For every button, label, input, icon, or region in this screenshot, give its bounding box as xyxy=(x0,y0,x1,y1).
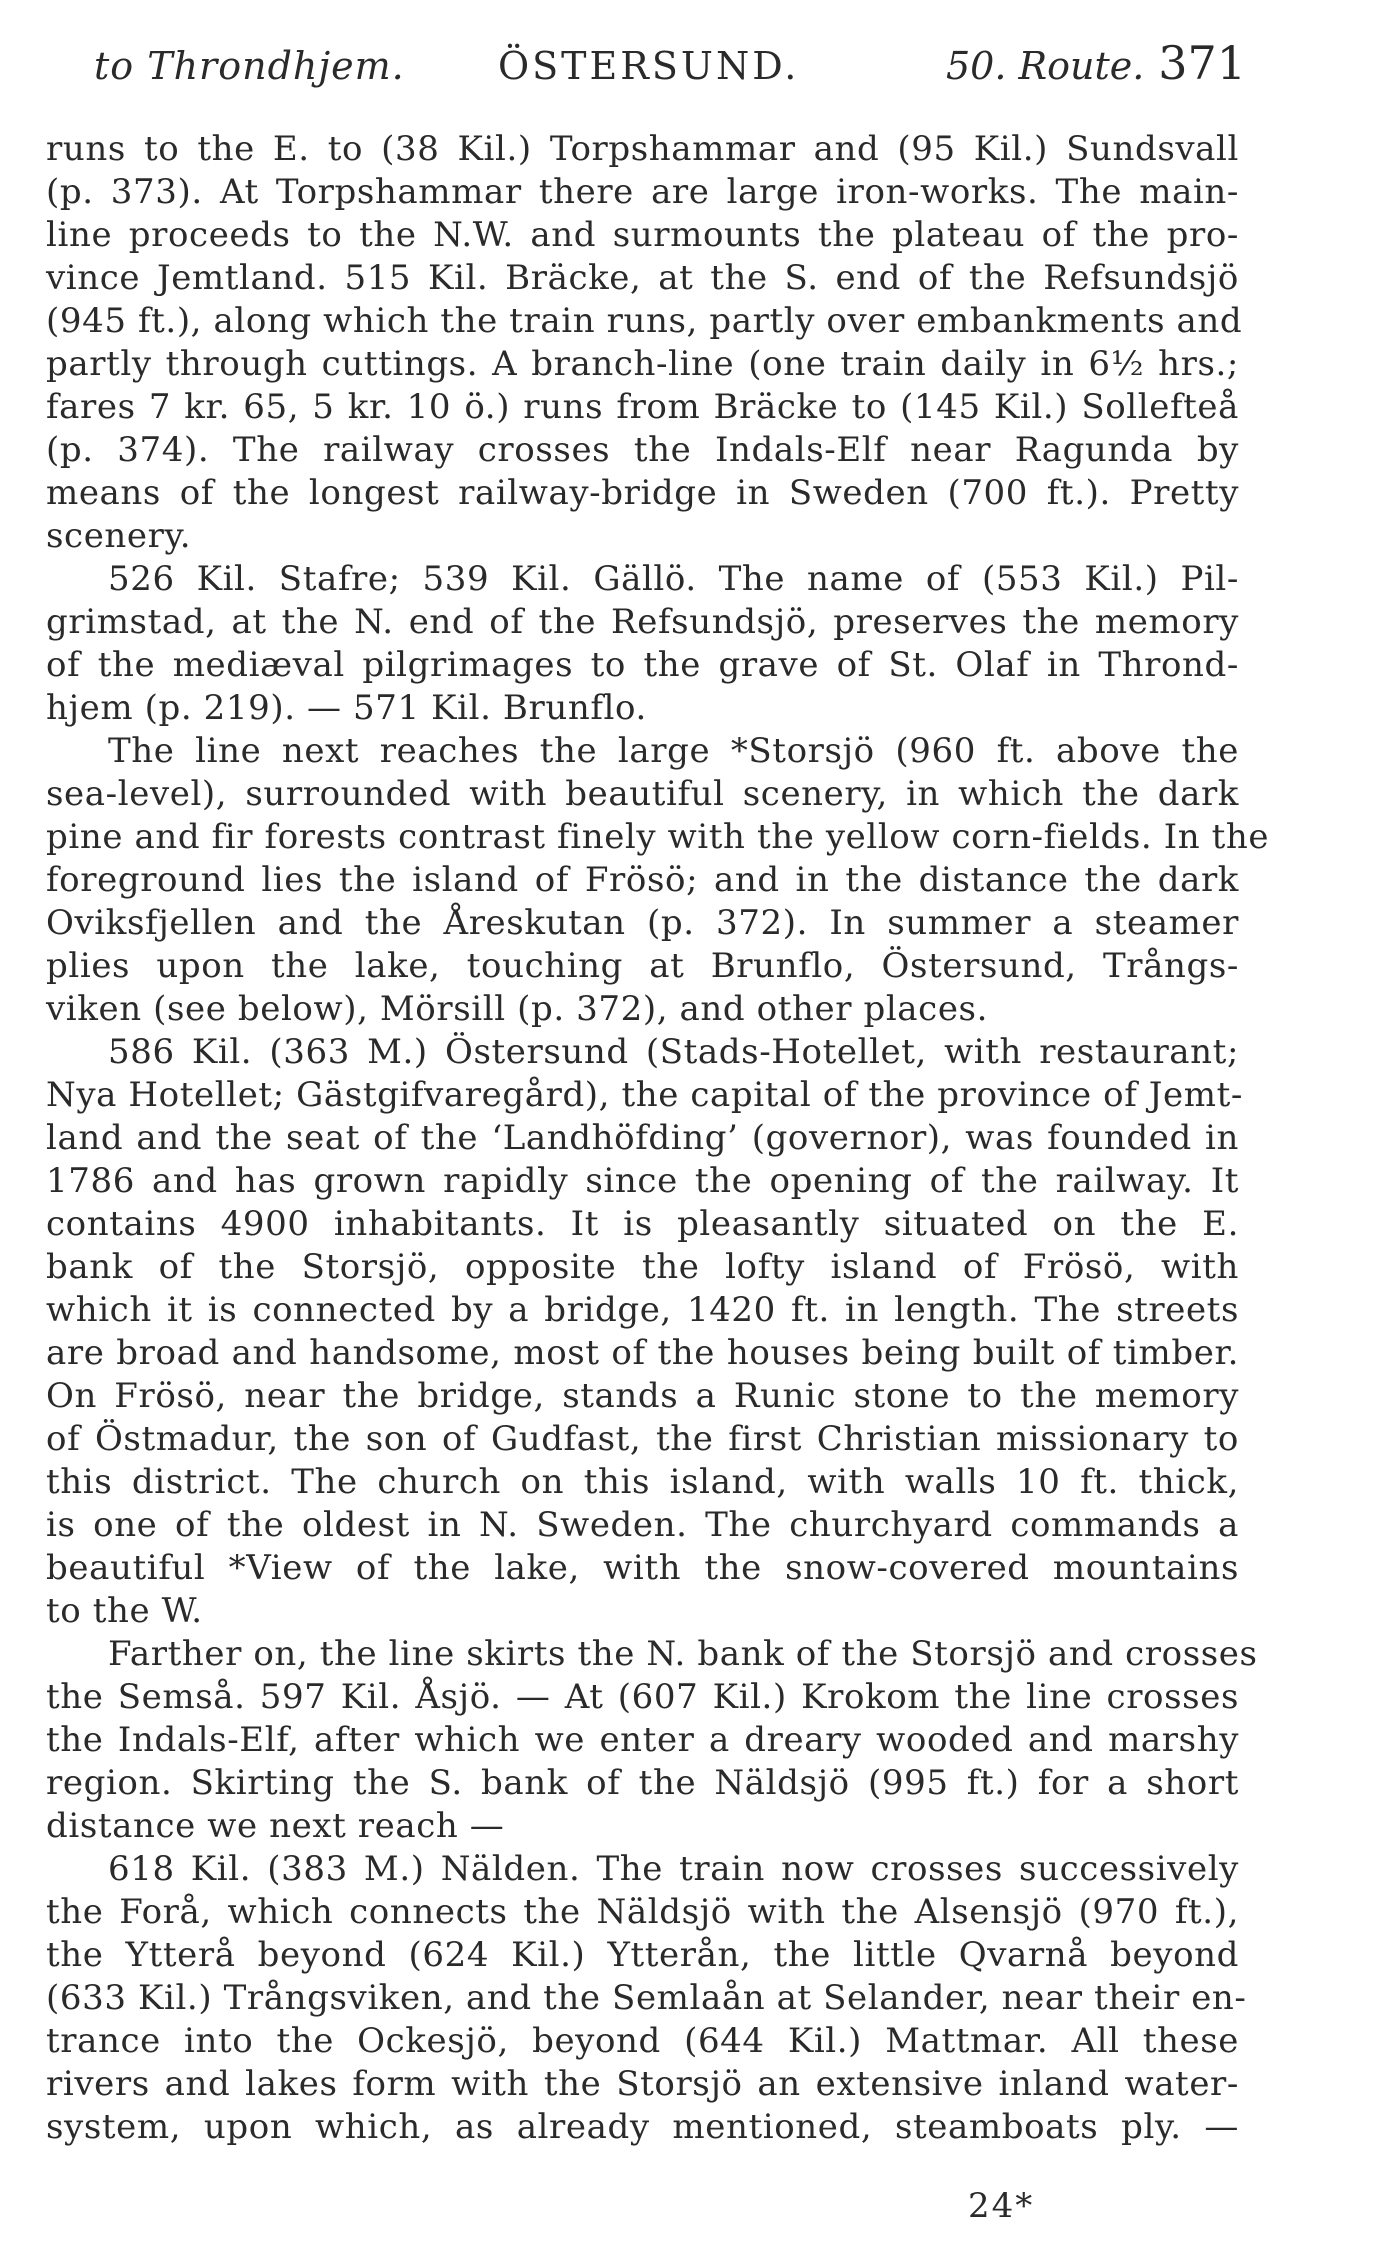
text-line: bank of the Storsjö, opposite the lofty island of Frösö, with xyxy=(46,1247,1239,1287)
text-line: which it is connected by a bridge, 1420 ft. in length. The streets xyxy=(46,1290,1239,1330)
page-number: 371 xyxy=(1158,36,1246,90)
body-text xyxy=(46,128,1270,2149)
text-line: partly through cuttings. A branch-line (one train daily in 6½ hrs.; xyxy=(46,344,1239,384)
text-line: Farther on, the line skirts the N. bank of the Storsjö and crosses xyxy=(108,1634,1258,1674)
text-line: hjem (p. 219). — 571 Kil. Brunflo. xyxy=(46,688,647,728)
paragraph-2 xyxy=(46,558,1239,730)
text-line: means of the longest railway-bridge in Sweden (700 ft.). Pretty xyxy=(46,473,1239,513)
text-line: system, upon which, as already mentioned, steamboats ply. — xyxy=(46,2107,1239,2147)
text-line: land and the seat of the ‘Landhöfding’ (governor), was founded in xyxy=(46,1118,1239,1158)
text-line: Oviksfjellen and the Åreskutan (p. 372). In summer a steamer xyxy=(46,903,1239,943)
paragraph-5 xyxy=(46,1633,1258,1848)
header-center-title: ÖSTERSUND. xyxy=(498,44,800,88)
text-line: On Frösö, near the bridge, stands a Runic stone to the memory xyxy=(46,1376,1239,1416)
text-line: is one of the oldest in N. Sweden. The churchyard commands a xyxy=(46,1505,1239,1545)
text-line: (633 Kil.) Trångsviken, and the Semlaån at Selander, near their en- xyxy=(46,1978,1247,2018)
paragraph-4 xyxy=(46,1031,1243,1633)
paragraph-6 xyxy=(46,1848,1247,2149)
paragraph-3 xyxy=(46,730,1270,1031)
running-header xyxy=(46,36,1246,104)
text-line: 586 Kil. (363 M.) Östersund (Stads-Hotellet, with restaurant; xyxy=(108,1032,1239,1072)
text-line: (945 ft.), along which the train runs, partly over embankments and xyxy=(46,301,1243,341)
text-line: vince Jemtland. 515 Kil. Bräcke, at the S. end of the Refsundsjö xyxy=(46,258,1239,298)
text-line: of Östmadur, the son of Gudfast, the first Christian missionary to xyxy=(46,1419,1239,1459)
text-line: contains 4900 inhabitants. It is pleasantly situated on the E. xyxy=(46,1204,1239,1244)
text-line: 526 Kil. Stafre; 539 Kil. Gällö. The name of (553 Kil.) Pil- xyxy=(108,559,1239,599)
text-line: distance we next reach — xyxy=(46,1806,505,1846)
text-line: scenery. xyxy=(46,516,192,556)
text-line: the Ytterå beyond (624 Kil.) Ytterån, the little Qvarnå beyond xyxy=(46,1935,1239,1975)
text-line: beautiful *View of the lake, with the snow-covered mountains xyxy=(46,1548,1239,1588)
text-line: grimstad, at the N. end of the Refsundsjö, preserves the memory xyxy=(46,602,1239,642)
text-line: 618 Kil. (383 M.) Nälden. The train now crosses successively xyxy=(108,1849,1239,1889)
text-line: this district. The church on this island, with walls 10 ft. thick, xyxy=(46,1462,1239,1502)
text-line: (p. 374). The railway crosses the Indals-Elf near Ragunda by xyxy=(46,430,1239,470)
text-line: the Forå, which connects the Näldsjö with the Alsensjö (970 ft.), xyxy=(46,1892,1239,1932)
header-left-title: to Throndhjem. xyxy=(94,44,405,88)
text-line: the Semså. 597 Kil. Åsjö. — At (607 Kil.) Krokom the line crosses xyxy=(46,1677,1239,1717)
header-route: 50. Route. xyxy=(946,44,1145,88)
text-line: of the mediæval pilgrimages to the grave of St. Olaf in Thrond- xyxy=(46,645,1239,685)
text-line: line proceeds to the N.W. and surmounts the plateau of the pro- xyxy=(46,215,1239,255)
text-line: the Indals-Elf, after which we enter a dreary wooded and marshy xyxy=(46,1720,1239,1760)
text-line: pine and fir forests contrast finely with the yellow corn-fields. In the xyxy=(46,817,1270,857)
text-line: foreground lies the island of Frösö; and in the distance the dark xyxy=(46,860,1239,900)
text-line: The line next reaches the large *Storsjö (960 ft. above the xyxy=(108,731,1239,771)
text-line: fares 7 kr. 65, 5 kr. 10 ö.) runs from Bräcke to (145 Kil.) Sollefteå xyxy=(46,387,1239,427)
text-line: sea-level), surrounded with beautiful scenery, in which the dark xyxy=(46,774,1239,814)
text-line: runs to the E. to (38 Kil.) Torpshammar and (95 Kil.) Sundsvall xyxy=(46,129,1239,169)
text-line: are broad and handsome, most of the houses being built of timber. xyxy=(46,1333,1239,1373)
text-line: rivers and lakes form with the Storsjö an extensive inland water- xyxy=(46,2064,1239,2104)
text-line: viken (see below), Mörsill (p. 372), and other places. xyxy=(46,989,988,1029)
signature-mark: 24* xyxy=(968,2186,1035,2226)
text-line: (p. 373). At Torpshammar there are large iron-works. The main- xyxy=(46,172,1239,212)
text-line: plies upon the lake, touching at Brunflo, Östersund, Trångs- xyxy=(46,946,1239,986)
paragraph-1 xyxy=(46,128,1243,558)
text-line: trance into the Ockesjö, beyond (644 Kil.) Mattmar. All these xyxy=(46,2021,1239,2061)
text-line: to the W. xyxy=(46,1591,203,1631)
text-line: region. Skirting the S. bank of the Näldsjö (995 ft.) for a short xyxy=(46,1763,1239,1803)
text-line: Nya Hotellet; Gästgifvaregård), the capital of the province of Jemt- xyxy=(46,1075,1243,1115)
text-line: 1786 and has grown rapidly since the opening of the railway. It xyxy=(46,1161,1239,1201)
